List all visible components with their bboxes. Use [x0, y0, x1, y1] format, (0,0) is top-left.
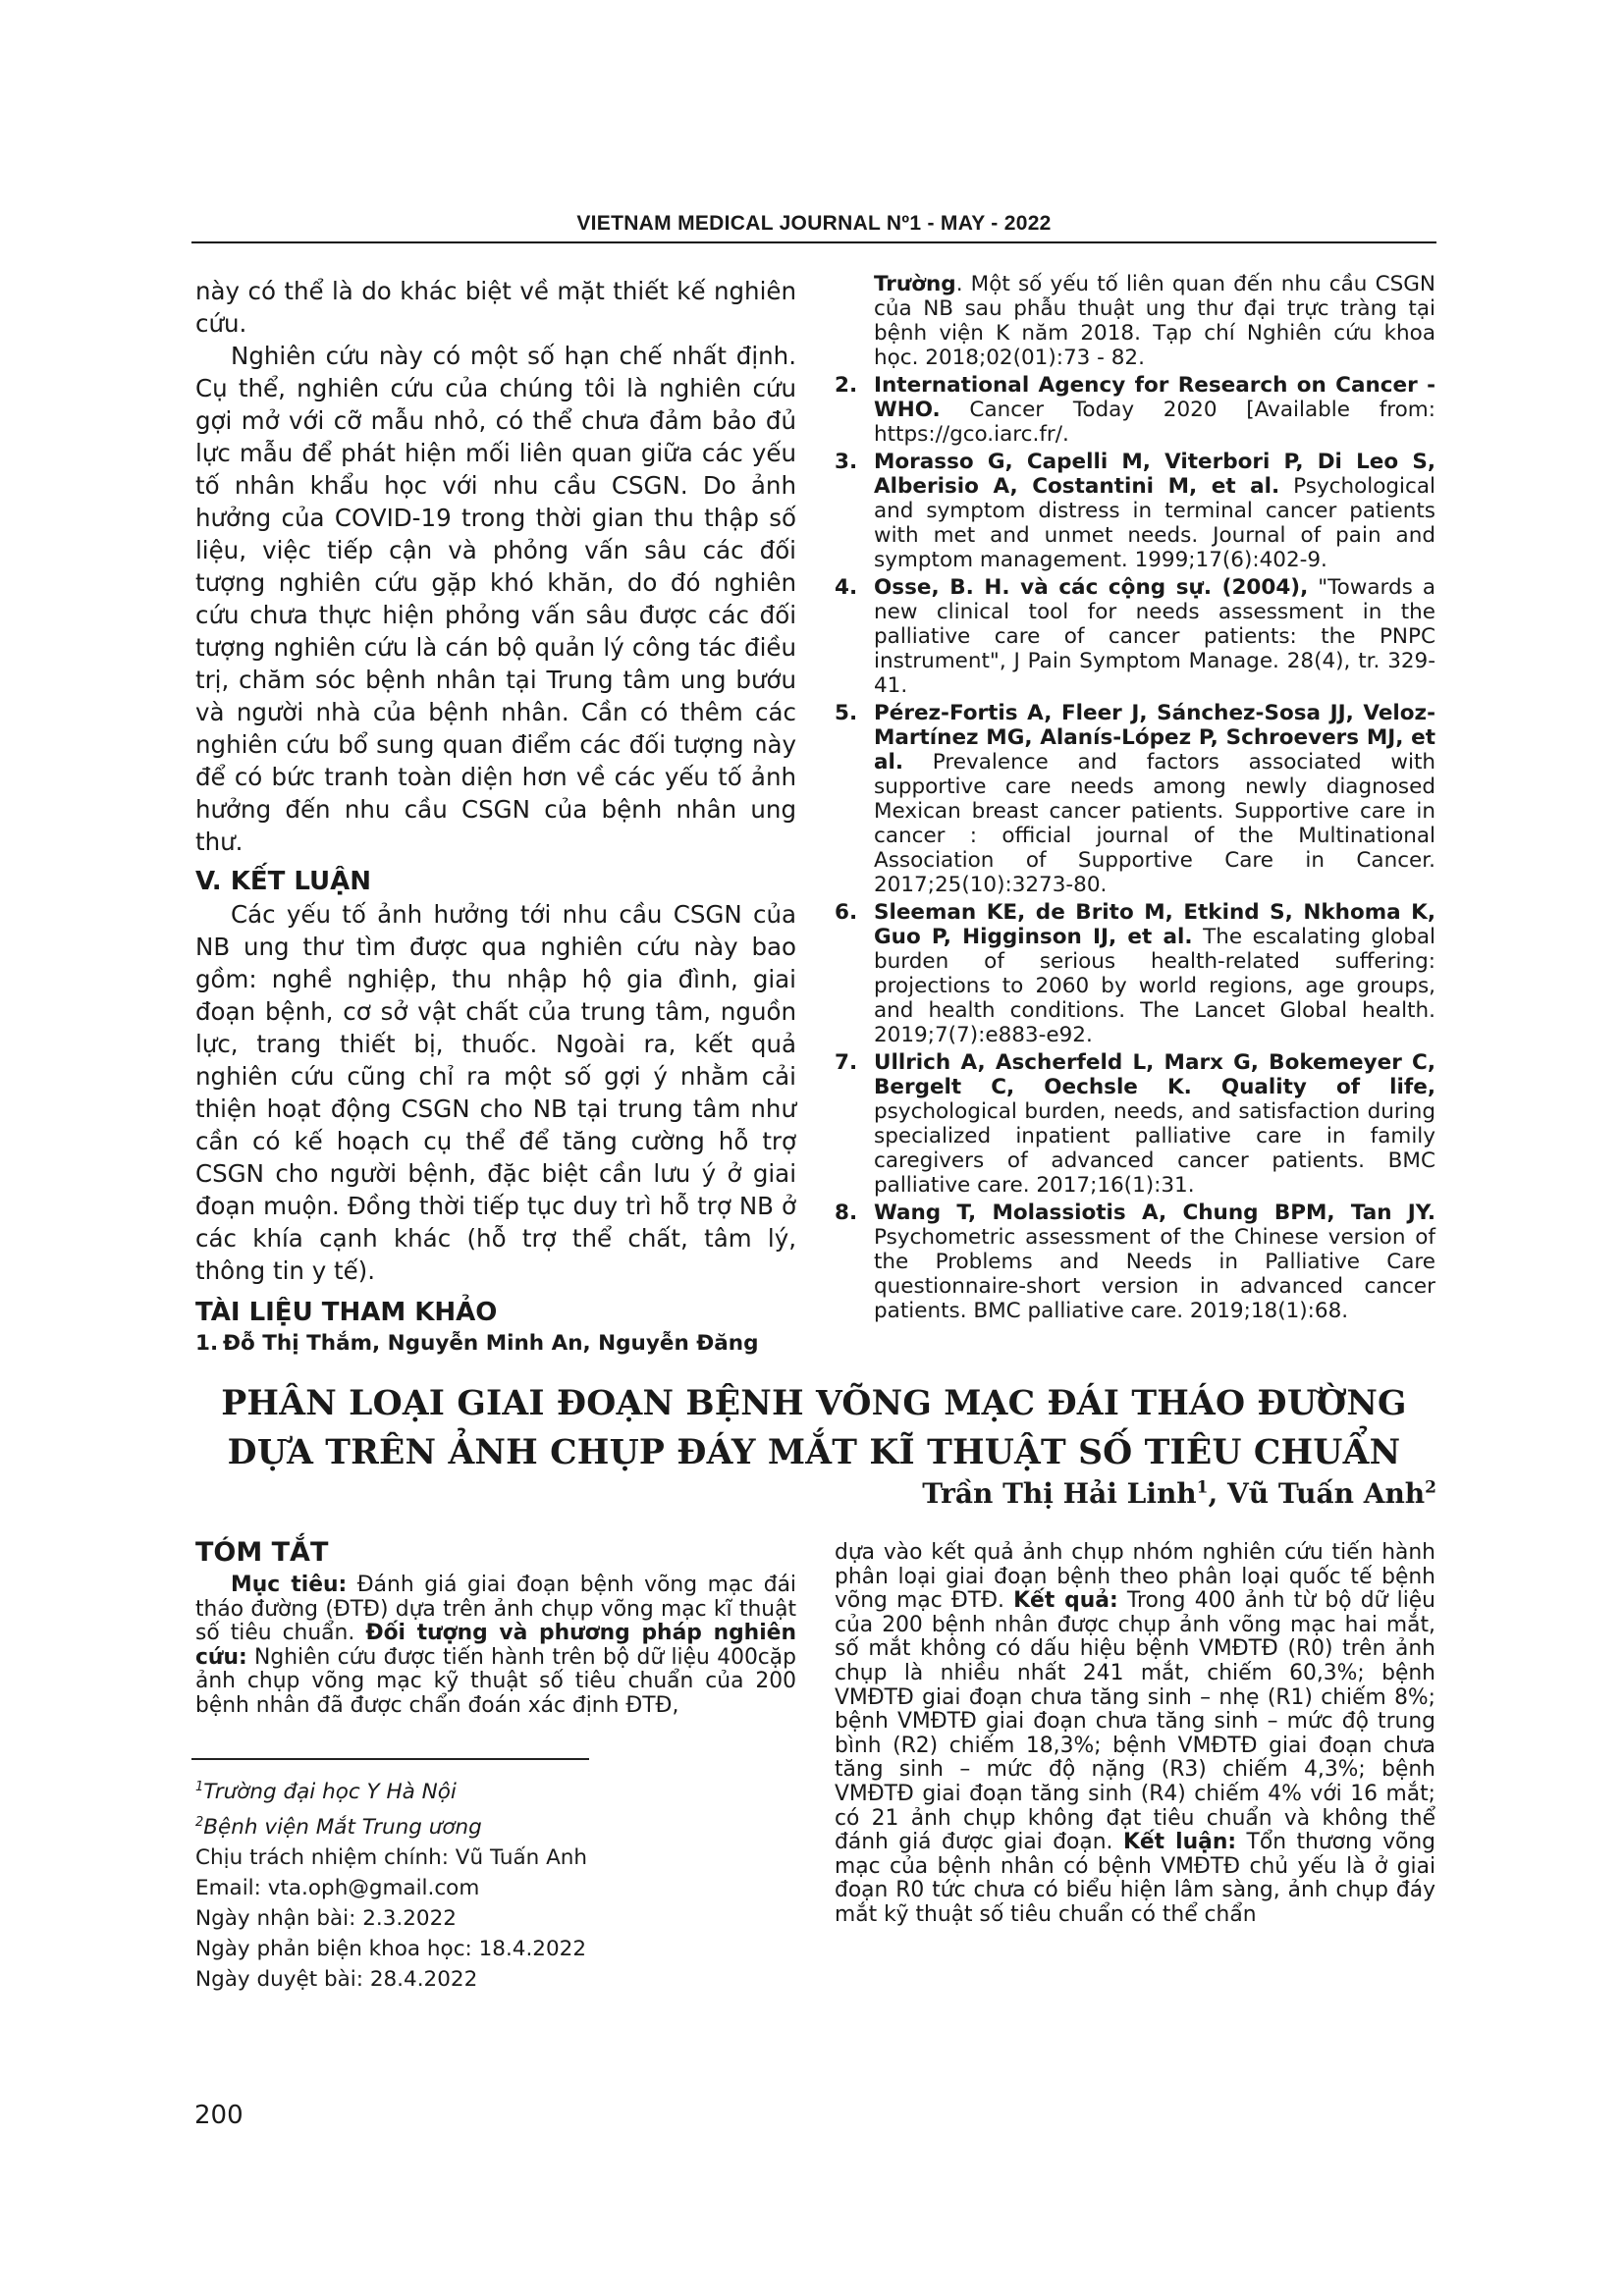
reference-number: 4.: [835, 575, 858, 600]
reference-number: 2.: [835, 373, 858, 398]
reference-bold: Morasso G, Capelli M, Viterbori P, Di Leo S, Alberisio A, Costantini M, et al.: [874, 450, 1435, 499]
affiliation-text: Trường đại học Y Hà Nội: [203, 1780, 457, 1805]
reference-item: [835, 1050, 1435, 1198]
reference-text: Prevalence and factors associated with supportive care needs among newly diagnosed Mexican breast cancer patients. Supportive care in cancer : official journal of the Multinational Association of Supportive Care in Cancer. 2017;25(10):3273-80.: [874, 750, 1435, 897]
left-column: [195, 275, 796, 1356]
affiliation-mark: 1: [195, 1780, 204, 1794]
reference-1-start: [195, 1331, 796, 1356]
review-date: Ngày phản biện khoa học: 18.4.2022: [195, 1937, 587, 1962]
section-title-conclusion: V. KẾT LUẬN: [195, 867, 372, 896]
affiliation-2: [195, 1807, 587, 1842]
reference-item: [835, 373, 1435, 447]
author-name: Vũ Tuấn Anh: [1227, 1477, 1426, 1510]
abstract-heading: TÓM TẮT: [195, 1537, 329, 1568]
reference-number: 3.: [835, 450, 858, 474]
reference-number: 6.: [835, 900, 858, 925]
abstract-paragraph: [195, 1574, 796, 1719]
reference-text: Psychometric assessment of the Chinese version of the Problems and Needs in Palliative Care questionnaire-short version in advanced cancer patients. BMC palliative care. 2019;18(1):68.: [874, 1225, 1435, 1323]
reference-bold: Trường: [874, 272, 956, 296]
abstract-label: Mục tiêu:: [231, 1573, 348, 1597]
affiliation-1: [195, 1772, 587, 1807]
received-date: Ngày nhận bài: 2.3.2022: [195, 1906, 457, 1932]
reference-text: . Một số yếu tố liên quan đến nhu cầu CSGN của NB sau phẫu thuật ung thư đại trực tràng tại bệnh viện K năm 2018. Tạp chí Nghiên cứu khoa học. 2018;02(01):73 - 82.: [874, 272, 1435, 370]
authors: [922, 1477, 1436, 1510]
reference-1-continuation: [835, 272, 1435, 370]
reference-authors: Đỗ Thị Thắm, Nguyễn Minh An, Nguyễn Đăng: [223, 1331, 759, 1356]
author-separator: ,: [1208, 1477, 1228, 1510]
paragraph-limitations: Nghiên cứu này có một số hạn chế nhất định. Cụ thể, nghiên cứu của chúng tôi là nghiên cứu gợi mở với cỡ mẫu nhỏ, có thể chưa đảm bảo đủ lực mẫu để phát hiện mối liên quan giữa các yếu tố nhân khẩu học với nhu cầu CSGN. Do ảnh hưởng của COVID-19 trong thời gian thu thập số liệu, việc tiếp cận và phỏng vấn sâu các đối tượng nghiên cứu gặp khó khăn, do đó nghiên cứu chưa thực hiện phỏng vấn sâu được các đối tượng nghiên cứu là cán bộ quản lý công tác điều trị, chăm sóc bệnh nhân tại Trung tâm ung bướu và người nhà của bệnh nhân. Cần có thêm các nghiên cứu bổ sung quan điểm các đối tượng này để có bức tranh toàn diện hơn về các yếu tố ảnh hưởng đến nhu cầu CSGN của bệnh nhân ung thư.: [195, 342, 796, 856]
abstract-paragraph: [835, 1541, 1435, 1928]
reference-number: 7.: [835, 1050, 858, 1075]
paper-title-line: PHÂN LOẠI GIAI ĐOẠN BỆNH VÕNG MẠC ĐÁI THÁO ĐƯỜNG: [221, 1384, 1407, 1423]
email: Email: vta.oph@gmail.com: [195, 1876, 480, 1901]
reference-bold: Osse, B. H. và các cộng sự. (2004),: [874, 575, 1309, 600]
abstract-text: Đánh giá giai đoạn bệnh võng mạc đái tháo đường (ĐTĐ) dựa trên ảnh chụp võng mạc kĩ thuật số tiêu chuẩn.: [195, 1573, 796, 1646]
abstract-right: [835, 1541, 1435, 1928]
abstract-label: Đối tượng và phương pháp nghiên cứu:: [195, 1621, 796, 1670]
references-title: TÀI LIỆU THAM KHẢO: [195, 1298, 498, 1327]
affiliation-text: Bệnh viện Mắt Trung ương: [203, 1815, 482, 1841]
reference-text: "Towards a new clinical tool for needs assessment in the palliative care of cancer patients: the PNPC instrument", J Pain Symptom Manage. 28(4), tr. 329-41.: [874, 575, 1435, 698]
author-affiliation-mark: 2: [1425, 1477, 1436, 1498]
reference-text: The escalating global burden of serious health-related suffering: projections to 2060 by world regions, age groups, and health conditions. The Lancet Global health. 2019;7(7):e883-e92.: [874, 925, 1435, 1047]
abstract-text: dựa vào kết quả ảnh chụp nhóm nghiên cứu tiến hành phân loại giai đoạn bệnh theo phân loại quốc tế bệnh võng mạc ĐTĐ.: [835, 1540, 1435, 1614]
reference-text: psychological burden, needs, and satisfaction during specialized inpatient palliative care in family caregivers of advanced cancer patients. BMC palliative care. 2017;16(1):31.: [874, 1099, 1435, 1198]
reference-text: Cancer Today 2020 [Available from: https://gco.iarc.fr/.: [874, 398, 1435, 447]
abstract-text: Tổn thương võng mạc của bệnh nhân có bệnh VMĐTĐ chủ yếu là ở giai đoạn R0 tức chưa có biểu hiện lâm sàng, ảnh chụp đáy mắt kỹ thuật số tiêu chuẩn có thể chẩn: [835, 1830, 1435, 1927]
author-affiliation-mark: 1: [1196, 1477, 1209, 1498]
right-column-references: [835, 272, 1435, 1326]
reference-bold: Pérez-Fortis A, Fleer J, Sánchez-Sosa JJ, Veloz-Martínez MG, Alanís-López P, Schroevers MJ, et al.: [874, 701, 1435, 774]
reference-item: [835, 575, 1435, 698]
paper-title: [191, 1379, 1436, 1477]
affiliation-mark: 2: [195, 1815, 204, 1831]
reference-bold: Sleeman KE, de Brito M, Etkind S, Nkhoma K, Guo P, Higginson IJ, et al.: [874, 900, 1435, 949]
reference-item: [835, 900, 1435, 1047]
footnotes: [195, 1772, 587, 1995]
abstract-left: [195, 1537, 796, 1719]
paper-title-line: DỰA TRÊN ẢNH CHỤP ĐÁY MẮT KĨ THUẬT SỐ TIÊU CHUẨN: [227, 1433, 1401, 1472]
abstract-label: Kết luận:: [1122, 1830, 1237, 1855]
paragraph-conclusion: Các yếu tố ảnh hưởng tới nhu cầu CSGN của NB ung thư tìm được qua nghiên cứu này bao gồm: nghề nghiệp, thu nhập hộ gia đình, giai đoạn bệnh, cơ sở vật chất của trung tâm, nguồn lực, trang thiết bị, thuốc. Ngoài ra, kết quả nghiên cứu cũng chỉ ra một số gợi ý nhằm cải thiện hoạt động CSGN cho NB tại trung tâm như cần có kế hoạch cụ thể để tăng cường hỗ trợ CSGN cho người bệnh, đặc biệt cần lưu ý ở giai đoạn muộn. Đồng thời tiếp tục duy trì hỗ trợ NB ở các khía cạnh khác (hỗ trợ thể chất, tâm lý, thông tin y tế).: [195, 900, 796, 1285]
footnote-rule: [191, 1758, 589, 1760]
reference-number: 8.: [835, 1201, 858, 1225]
reference-bold: Wang T, Molassiotis A, Chung BPM, Tan JY.: [874, 1201, 1435, 1225]
reference-item: [835, 450, 1435, 572]
approval-date: Ngày duyệt bài: 28.4.2022: [195, 1967, 478, 1993]
page-number: 200: [194, 2101, 244, 2130]
abstract-text: Trong 400 ảnh từ bộ dữ liệu của 200 bệnh nhân được chụp ảnh võng mạc hai mắt, số mắt không có dấu hiệu bệnh VMĐTĐ (R0) trên ảnh chụp là nhiều nhất 241 mắt, chiếm 60,3%; bệnh VMĐTĐ giai đoạn chưa tăng sinh – nhẹ (R1) chiếm 8%; bệnh VMĐTĐ giai đoạn chưa tăng sinh – mức độ trung bình (R2) chiếm 18,3%; bệnh VMĐTĐ giai đoạn chưa tăng sinh – mức độ nặng (R3) chiếm 4,3%; bệnh VMĐTĐ giai đoạn tăng sinh (R4) chiếm 4% với 16 mắt; có 21 ảnh chụp không đạt tiêu chuẩn và không thể đánh giá được giai đoạn.: [835, 1588, 1435, 1855]
reference-bold: International Agency for Research on Cancer - WHO.: [874, 373, 1435, 422]
reference-number: 1.: [195, 1331, 219, 1356]
reference-item: [835, 701, 1435, 897]
author-name: Trần Thị Hải Linh: [922, 1477, 1197, 1510]
reference-item: [835, 1201, 1435, 1323]
abstract-label: Kết quả:: [1013, 1588, 1118, 1614]
paragraph: này có thể là do khác biệt về mặt thiết kế nghiên cứu.: [195, 277, 796, 338]
abstract-text: Nghiên cứu được tiến hành trên bộ dữ liệu 400cặp ảnh chụp võng mạc kỹ thuật số tiêu chuẩn của 200 bệnh nhân đã được chẩn đoán xác định ĐTĐ,: [195, 1644, 796, 1718]
responsible-author: Chịu trách nhiệm chính: Vũ Tuấn Anh: [195, 1845, 588, 1871]
reference-number: 5.: [835, 701, 858, 725]
journal-header: VIETNAM MEDICAL JOURNAL Nº1 - MAY - 2022: [576, 212, 1052, 235]
reference-text: Psychological and symptom distress in terminal cancer patients with met and unmet needs. Journal of pain and symptom management. 1999;17(6):402-9.: [874, 474, 1435, 572]
reference-bold: Ullrich A, Ascherfeld L, Marx G, Bokemeyer C, Bergelt C, Oechsle K. Quality of life,: [874, 1050, 1435, 1099]
header-rule: [191, 241, 1436, 243]
